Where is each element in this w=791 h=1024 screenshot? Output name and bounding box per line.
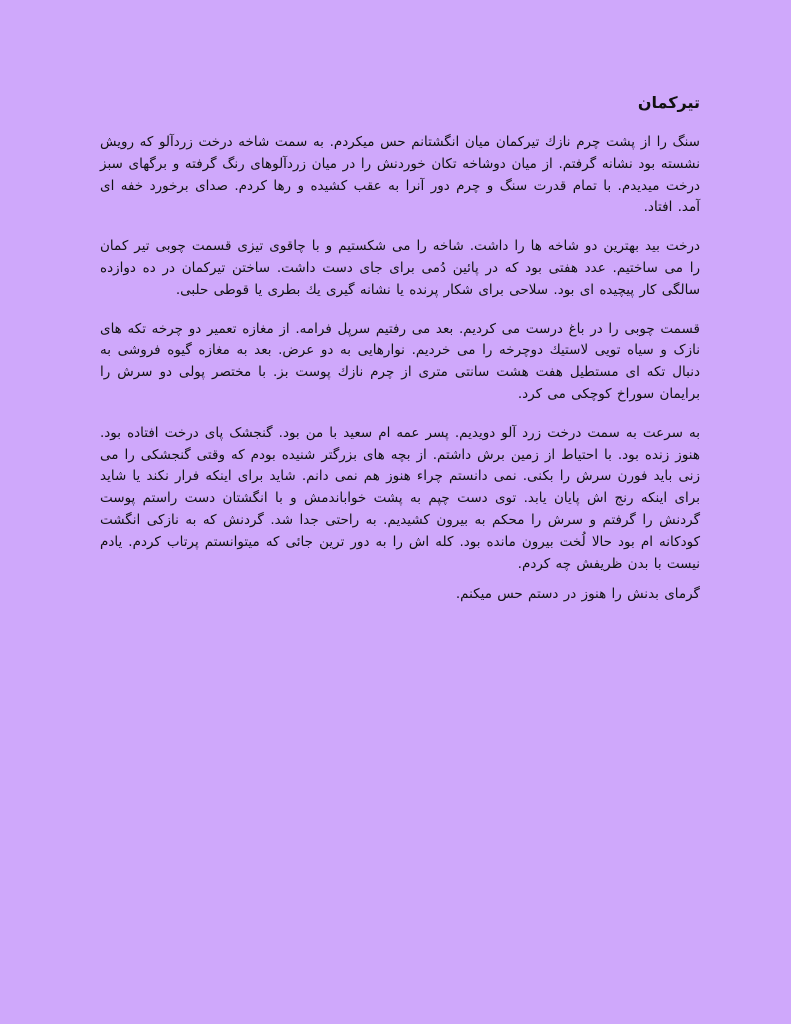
paragraph-1: سنگ را از پشت چرم نازك تیركمان میان انگشتانم حس میکردم. به سمت شاخه درخت زردآلو که رویش نشسته بود نشانه گرفتم. از میان دوشاخه تکان خوردنش را در میان زردآلوهای رنگ گرفته و برگهای سبز درخت میدیدم. با تمام قدرت سنگ و چرم دور آنرا به عقب کشیده و رها کردم. صدای برخورد خفه ای آمد. افتاد.: [100, 134, 700, 216]
paragraph-5: گرمای بدنش را هنوز در دستم حس میکنم.: [455, 586, 700, 603]
paragraph-3: قسمت چوبی را در باغ درست می کردیم. بعد می رفتیم سرپل فرامه. از مغازه تعمیر دو چرخه تکه های نازک و سیاه تویی لاستیك دوچرخه را می خردیم. نوارهایی به دو عرض. بعد به مغازه گیوه فروشی به دنبال تکه ای مستطیل هفت هشت سانتی متری از چرم نازك پوست بز. با مختصر پولی دو سرش را برایمان سوراخ کوچکی می کرد.: [100, 320, 700, 402]
document-body: [100, 92, 700, 606]
paragraph-2: درخت بید بهترین دو شاخه ها را داشت. شاخه را می شکستیم و با چاقوی تیزی قسمت چوبی تیر کمان را می ساختیم. عدد هفتی بود که در پائین دُمی برای جای دست داشت. ساختن تیرکمان در ده دوازده سالگی کار پیچیده ای بود. سلاحی برای شکار پرنده یا نشانه گیری یك بطری یا قوطی حلبی.: [100, 238, 700, 298]
paragraph-4: به سرعت به سمت درخت زرد آلو دویدیم. پسر عمه ام سعید با من بود. گنجشک پای درخت افتاده بود. هنوز زنده بود. با احتیاط از زمین برش داشتم. از بچه های بزرگتر شنیده بودم که وقتی گنجشکی را می زنی باید فورن سرش را بکنی. نمی دانستم چراء هنوز هم نمی دانم. شاید برای اینکه فرار نکند یا شاید برای اینکه رنج اش پایان یابد. توی دست چپم به پشت خواباندمش و با انگشتان دست راستم پوست گردنش را گرفتم و سرش را محکم به بیرون کشیدیم. به راحتی جدا شد. گردنش که به نازکی انگشت کودکانه ام بود حالا لُخت بیرون مانده بود. کله اش را به دور ترین جائی که میتوانستم پرتاب کردم. یادم نیست با بدن ظریفش چه کردم.: [100, 424, 700, 572]
document-title: تیرکمان: [637, 93, 700, 112]
